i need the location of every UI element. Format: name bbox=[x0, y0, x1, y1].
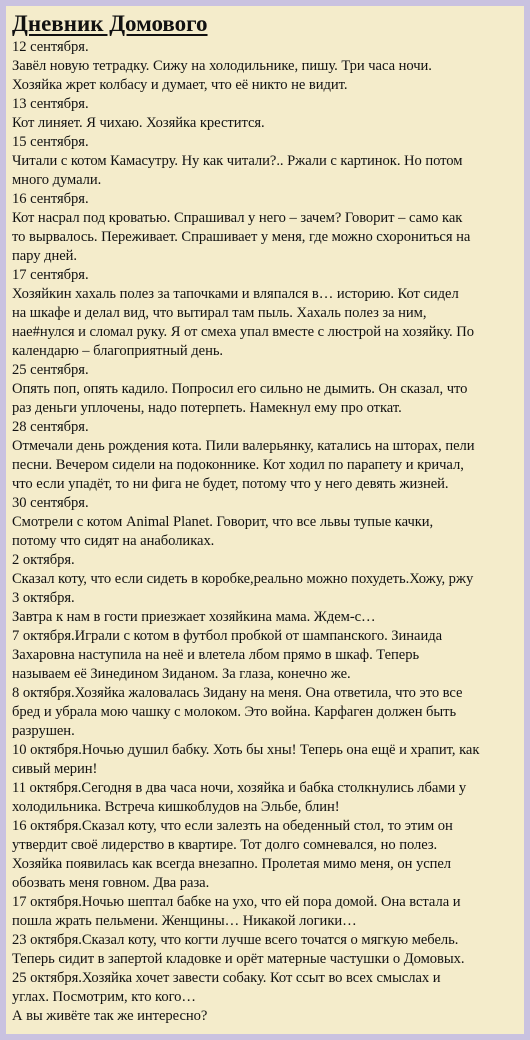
diary-line: углах. Посмотрим, кто кого… bbox=[12, 989, 196, 1005]
diary-line: Сказал коту, что если сидеть в коробке,реально можно похудеть.Хожу, ржу bbox=[12, 571, 474, 587]
diary-line: Завтра к нам в гости приезжает хозяйкина мама. Ждем-с… bbox=[12, 609, 376, 625]
diary-line: утвердит своё лидерство в квартире. Тот долго сомневался, но полез. bbox=[12, 837, 438, 853]
diary-line: пару дней. bbox=[12, 248, 78, 264]
diary-line: сивый мерин! bbox=[12, 761, 98, 777]
diary-line: 2 октября. bbox=[12, 552, 75, 568]
diary-line: 10 октября.Ночью душил бабку. Хоть бы хны! Теперь она ещё и храпит, как bbox=[12, 742, 480, 758]
diary-line: бред и убрала мою чашку с молоком. Это война. Карфаген должен быть bbox=[12, 704, 457, 720]
diary-line: Отмечали день рождения кота. Пили валерьянку, катались на шторах, пели bbox=[12, 438, 475, 454]
diary-line: разрушен. bbox=[12, 723, 75, 739]
diary-line: 16 октября.Сказал коту, что если залезть на обеденный стол, то этим он bbox=[12, 818, 453, 834]
diary-line: пошла жрать пельмени. Женщины… Никакой логики… bbox=[12, 913, 357, 929]
diary-line: 23 октября.Сказал коту, что когти лучше всего точатся о мягкую мебель. bbox=[12, 932, 459, 948]
diary-line: то вырвалось. Переживает. Спрашивает у меня, где можно схорониться на bbox=[12, 229, 471, 245]
page-title: Дневник Домового bbox=[12, 11, 208, 36]
diary-line: обозвать меня говном. Два раза. bbox=[12, 875, 210, 891]
diary-line: 3 октября. bbox=[12, 590, 75, 606]
diary-line: Хозяйка появилась как всегда внезапно. Пролетая мимо меня, он успел bbox=[12, 856, 452, 872]
diary-line: раз деньги уплочены, надо потерпеть. Намекнул ему про откат. bbox=[12, 400, 402, 416]
diary-line: 30 сентября. bbox=[12, 495, 89, 511]
diary-line: холодильника. Встреча кишкоблудов на Эльбе, блин! bbox=[12, 799, 340, 815]
diary-line: на шкафе и делал вид, что вытирал там пыль. Хахаль полез за ним, bbox=[12, 305, 427, 321]
diary-text bbox=[12, 38, 519, 1026]
diary-line: 12 сентября. bbox=[12, 39, 89, 55]
diary-line: потому что сидят на анаболиках. bbox=[12, 533, 215, 549]
diary-line: Захаровна наступила на неё и влетела лбом прямо в шкаф. Теперь bbox=[12, 647, 420, 663]
diary-line: 25 октября.Хозяйка хочет завести собаку. Кот ссыт во всех смыслах и bbox=[12, 970, 441, 986]
diary-line: Читали с котом Камасутру. Ну как читали?.. Ржали с картинок. Но потом bbox=[12, 153, 463, 169]
diary-line: Хозяйка жрет колбасу и думает, что её никто не видит. bbox=[12, 77, 348, 93]
diary-line: 8 октября.Хозяйка жаловалась Зидану на меня. Она ответила, что это все bbox=[12, 685, 463, 701]
diary-line: называем её Зинедином Зиданом. За глаза, конечно же. bbox=[12, 666, 351, 682]
diary-line: 15 сентября. bbox=[12, 134, 89, 150]
diary-line: Кот насрал под кроватью. Спрашивал у него – зачем? Говорит – само как bbox=[12, 210, 463, 226]
diary-line: что если упадёт, то ни фига не будет, потому что у него девять жизней. bbox=[12, 476, 449, 492]
diary-line: 17 сентября. bbox=[12, 267, 89, 283]
diary-line: календарю – благоприятный день. bbox=[12, 343, 224, 359]
diary-line: 11 октября.Сегодня в два часа ночи, хозяйка и бабка столкнулись лбами у bbox=[12, 780, 467, 796]
diary-line: Кот линяет. Я чихаю. Хозяйка крестится. bbox=[12, 115, 265, 131]
diary-line: А вы живёте так же интересно? bbox=[12, 1008, 208, 1024]
diary-line: 13 сентября. bbox=[12, 96, 89, 112]
diary-line: песни. Вечером сидели на подоконнике. Кот ходил по парапету и кричал, bbox=[12, 457, 464, 473]
diary-line: 25 сентября. bbox=[12, 362, 89, 378]
diary-line: 7 октября.Играли с котом в футбол пробкой от шампанского. Зинаида bbox=[12, 628, 443, 644]
diary-line: много думали. bbox=[12, 172, 102, 188]
diary-line: 16 сентября. bbox=[12, 191, 89, 207]
diary-line: Опять поп, опять кадило. Попросил его сильно не дымить. Он сказал, что bbox=[12, 381, 468, 397]
diary-line: Хозяйкин хахаль полез за тапочками и вляпался в… историю. Кот сидел bbox=[12, 286, 459, 302]
diary-line: Теперь сидит в запертой кладовке и орёт матерные частушки о Домовых. bbox=[12, 951, 465, 967]
diary-page bbox=[6, 6, 524, 1034]
diary-line: Завёл новую тетрадку. Сижу на холодильнике, пишу. Три часа ночи. bbox=[12, 58, 432, 74]
diary-line: нае#нулся и сломал руку. Я от смеха упал вместе с люстрой на хозяйку. По bbox=[12, 324, 474, 340]
diary-line: 28 сентября. bbox=[12, 419, 89, 435]
diary-line: 17 октября.Ночью шептал бабке на ухо, что ей пора домой. Она встала и bbox=[12, 894, 461, 910]
diary-line: Смотрели с котом Animal Planet. Говорит, что все львы тупые качки, bbox=[12, 514, 434, 530]
